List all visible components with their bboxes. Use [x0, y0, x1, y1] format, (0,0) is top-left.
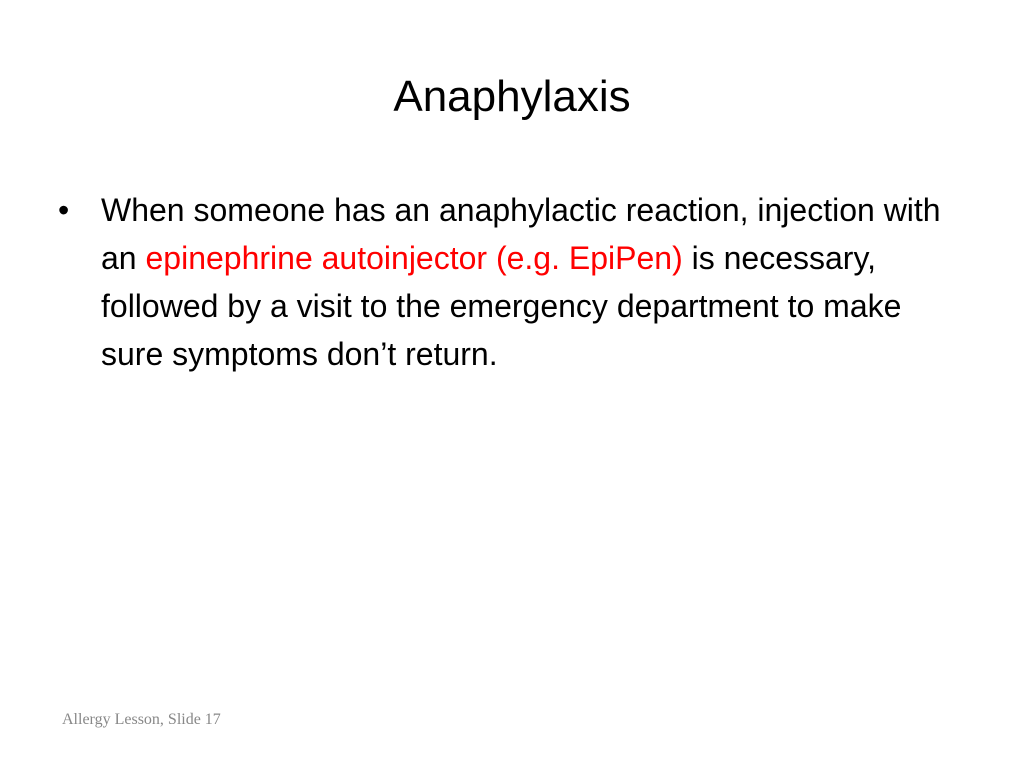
bullet-list — [58, 186, 958, 378]
bullet-marker: • — [58, 192, 70, 228]
bullet-highlight-text: epinephrine autoinjector (e.g. EpiPen) — [145, 240, 683, 276]
slide-footer: Allergy Lesson, Slide 17 — [62, 711, 221, 728]
bullet-item — [58, 186, 958, 378]
bullet-text-before: When someone has an anaphylactic reaction, injection with an — [101, 192, 941, 276]
bullet-text-after: is necessary, followed by a visit to the emergency department to make sure symptoms don’t return. — [101, 240, 902, 372]
slide-title: Anaphylaxis — [393, 72, 631, 121]
